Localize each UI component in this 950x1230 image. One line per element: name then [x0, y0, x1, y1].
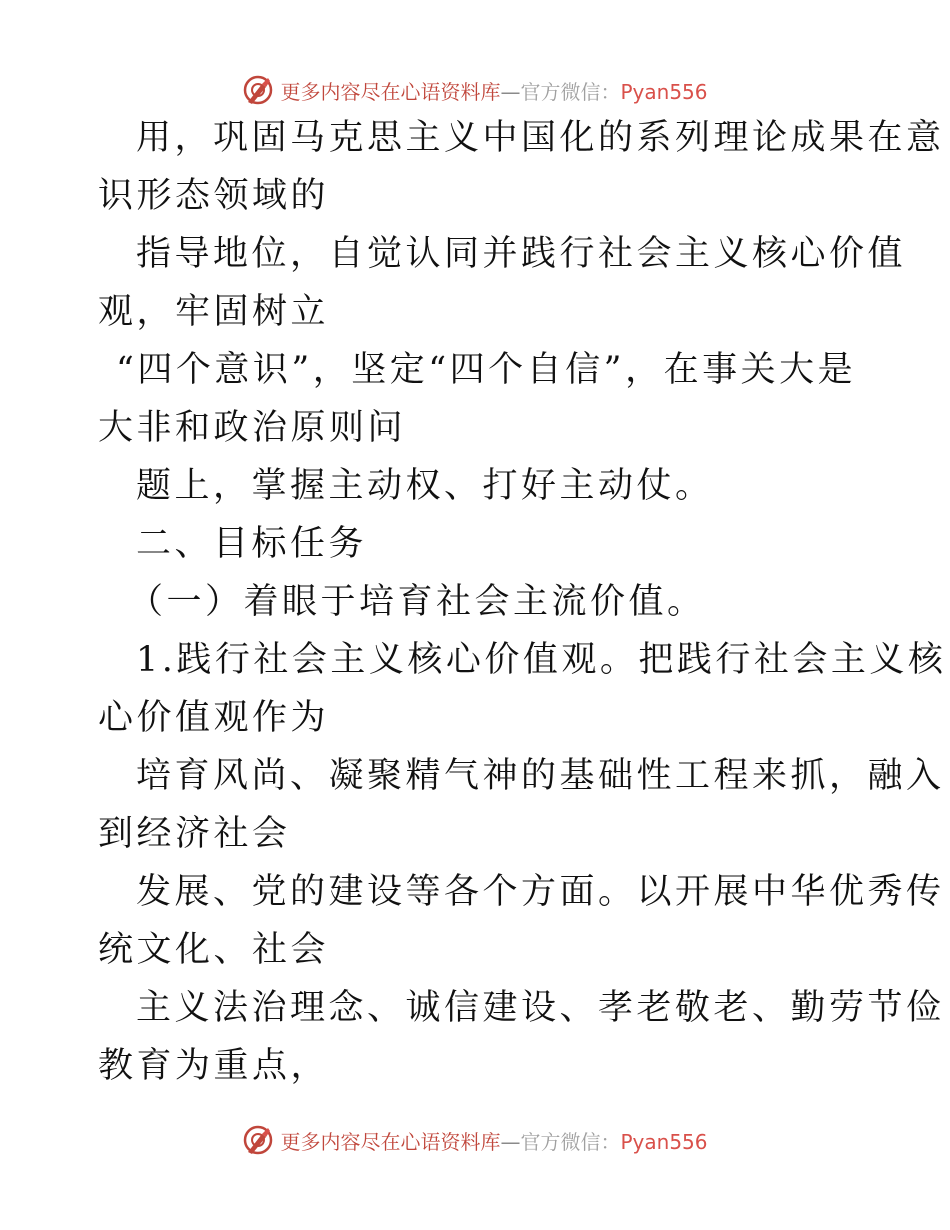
subsection-heading: （一）着眼于培育社会主流价值。 [128, 582, 706, 622]
pen-circle-logo-icon [242, 74, 274, 106]
banner-dash: — [500, 1129, 521, 1154]
banner-text [280, 76, 707, 105]
banner-wechat-label: 官方微信： [520, 1129, 621, 1154]
body-line: 培育风尚、凝聚精气神的基础性工程来抓，融入 [136, 756, 945, 796]
banner-wechat-id: Pyan556 [620, 79, 708, 104]
footer-banner [0, 1120, 950, 1160]
body-line: 大非和政治原则问 [98, 408, 407, 448]
body-line: 观，牢固树立 [98, 292, 330, 332]
banner-main-text: 更多内容尽在心语资料库 [280, 1129, 501, 1154]
body-line: 心价值观作为 [98, 698, 330, 738]
body-line: 题上，掌握主动权、打好主动仗。 [136, 466, 714, 506]
body-line: 主义法治理念、诚信建设、孝老敬老、勤劳节俭 [136, 988, 945, 1028]
banner-dash: — [500, 79, 521, 104]
pen-circle-logo-icon [242, 1124, 274, 1156]
banner-wechat-id: Pyan556 [620, 1129, 708, 1154]
banner-main-text: 更多内容尽在心语资料库 [280, 79, 501, 104]
body-line: 1.践行社会主义核心价值观。把践行社会主义核 [136, 640, 947, 680]
banner-wechat-label: 官方微信： [520, 79, 621, 104]
body-line: 到经济社会 [98, 814, 291, 854]
body-line: 发展、党的建设等各个方面。以开展中华优秀传 [136, 872, 945, 912]
header-banner [0, 70, 950, 110]
body-line: 教育为重点， [98, 1046, 330, 1086]
section-heading: 二、目标任务 [136, 524, 368, 564]
banner-text [280, 1126, 707, 1155]
body-line: 统文化、社会 [98, 930, 330, 970]
body-line: 识形态领域的 [98, 176, 330, 216]
body-line: “四个意识”，坚定“四个自信”，在事关大是 [116, 350, 857, 390]
body-line: 指导地位，自觉认同并践行社会主义核心价值 [136, 234, 907, 274]
body-line: 用，巩固马克思主义中国化的系列理论成果在意 [136, 118, 945, 158]
